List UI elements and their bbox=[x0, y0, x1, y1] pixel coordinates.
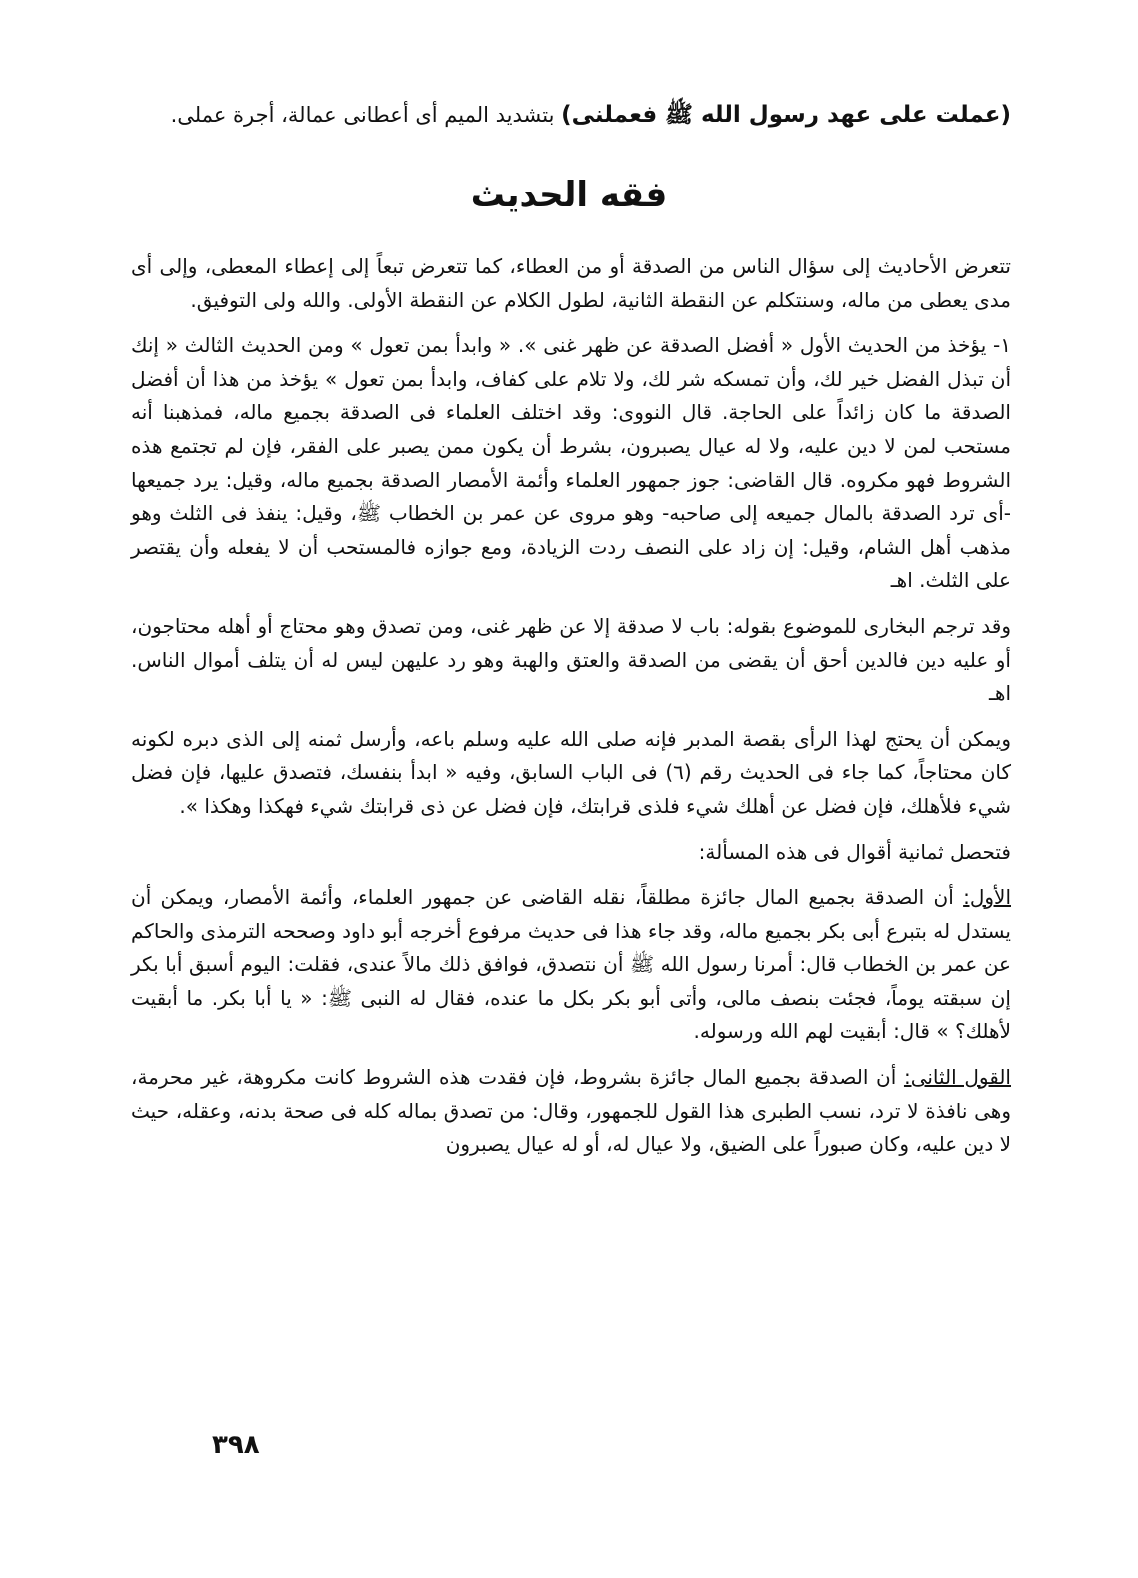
paragraph-opinion-2 bbox=[131, 1061, 1011, 1162]
paragraph-opinion-1 bbox=[131, 881, 1011, 1049]
paragraph-text: أن الصدقة بجميع المال جائزة بشروط، فإن فقدت هذه الشروط كانت مكروهة، غير محرمة، وهى نافذة لا ترد، نسب الطبرى هذا القول للجمهور، وقال: من تصدق بماله كله فى صحة بدنه، وعقله، حيث لا دين عليه، وكان صبوراً على الضيق، ولا عيال له، أو له عيال يصبرون bbox=[131, 1065, 1011, 1157]
paragraph-bukhari bbox=[131, 610, 1011, 711]
paragraph-text: فتحصل ثمانية أقوال فى هذه المسألة: bbox=[698, 839, 1011, 864]
body-text bbox=[131, 250, 1011, 1174]
paragraph-text: تتعرض الأحاديث إلى سؤال الناس من الصدقة أو من العطاء، كما تتعرض تبعاً إلى إعطاء المعطى، وإلى أى مدى يعطى من ماله، وسنتكلم عن النقطة الثانية، لطول الكلام عن النقطة الأولى. والله ولى التوفيق. bbox=[131, 254, 1011, 312]
intro-line bbox=[131, 98, 1011, 132]
paragraph-mudabbar bbox=[131, 723, 1011, 824]
opinion-label: القول الثانى: bbox=[903, 1065, 1011, 1090]
intro-hadith-quote: (عملت على عهد رسول الله ﷺ فعملنى) bbox=[561, 102, 1011, 128]
paragraph-point-1 bbox=[131, 329, 1011, 598]
section-heading: فقه الحديث bbox=[470, 175, 668, 215]
opinion-label: الأول: bbox=[963, 885, 1011, 910]
paragraph-text: أن الصدقة بجميع المال جائزة مطلقاً، نقله القاضى عن جمهور العلماء، وأئمة الأمصار، ويمكن أن يستدل له بتبرع أبى بكر بجميع ماله، وقد جاء هذا فى حديث مرفوع أخرجه أبو داود وصححه الترمذى والحاكم عن عمر بن الخطاب قال: أمرنا رسول الله ﷺ أن نتصدق، فوافق ذلك مالاً عندى، فقلت: اليوم أسبق أبا بكر إن سبقته يوماً، فجئت بنصف مالى، وأتى أبو بكر بكل ما عنده، فقال له النبى ﷺ: « يا أبا بكر. ما أبقيت لأهلك؟ » قال: أبقيت لهم الله ورسوله. bbox=[131, 885, 1011, 1044]
intro-explanation: بتشديد الميم أى أعطانى عمالة، أجرة عملى. bbox=[170, 103, 562, 127]
page-number: ٣٩٨ bbox=[212, 1430, 260, 1460]
paragraph-intro bbox=[131, 250, 1011, 317]
paragraph-text: وقد ترجم البخارى للموضوع بقوله: باب لا صدقة إلا عن ظهر غنى، ومن تصدق وهو محتاج أو أهله محتاجون، أو عليه دين فالدين أحق أن يقضى من الصدقة والعتق والهبة وهو رد عليهن ليس له أن يتلف أموال الناس. اهـ bbox=[131, 613, 1011, 706]
paragraph-text: ١- يؤخذ من الحديث الأول « أفضل الصدقة عن ظهر غنى ». « وابدأ بمن تعول » ومن الحديث الثالث « إنك أن تبذل الفضل خير لك، وأن تمسكه شر لك، ولا تلام على كفاف، وابدأ بمن تعول » يؤخذ من هذا أن أفضل الصدقة ما كان زائداً على الحاجة. قال النووى: وقد اختلف العلماء فى الصدقة بجميع ماله، فمذهبنا أنه مستحب لمن لا دين عليه، ولا له عيال يصبرون، بشرط أن يكون ممن يصبر على الفقر، فإن لم تجتمع هذه الشروط فهو مكروه. قال القاضى: جوز جمهور العلماء وأئمة الأمصار الصدقة بجميع ماله، وقيل: يرد جميعها -أى ترد الصدقة بالمال جميعه إلى صاحبه- وهو مروى عن عمر بن الخطاب ﷺ، وقيل: ينفذ فى الثلث وهو مذهب أهل الشام، وقيل: إن زاد على النصف ردت الزيادة، ومع جوازه فالمستحب أن لا يفعله وأن يقتصر على الثلث. اهـ bbox=[131, 333, 1011, 593]
paragraph-text: ويمكن أن يحتج لهذا الرأى بقصة المدبر فإنه صلى الله عليه وسلم باعه، وأرسل ثمنه إلى الذى دبره لكونه كان محتاجاً، كما جاء فى الحديث رقم (٦) فى الباب السابق، وفيه « ابدأ بنفسك، فتصدق عليها، فإن فضل شيء فلأهلك، فإن فضل عن أهلك شيء فلذى قرابتك، فإن فضل عن ذى قرابتك شيء فهكذا وهكذا ». bbox=[131, 726, 1011, 818]
paragraph-eight-opinions bbox=[131, 836, 1011, 870]
